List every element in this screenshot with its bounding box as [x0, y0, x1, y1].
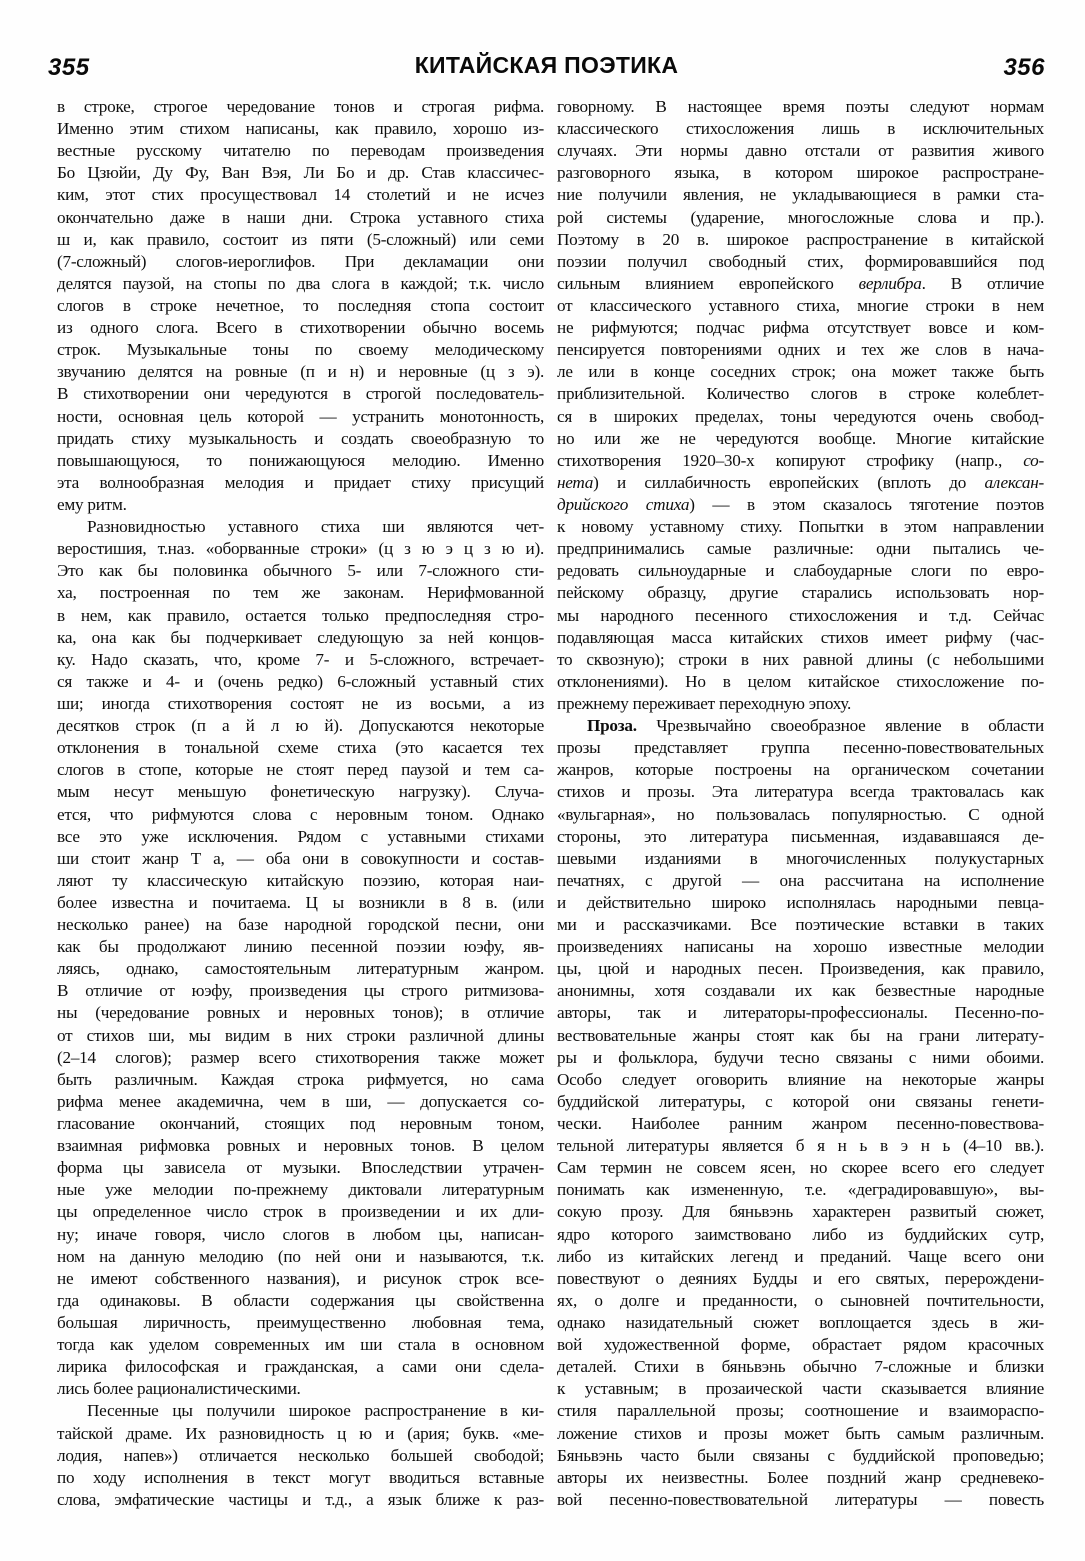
text-line: авторы, так и литераторы-профессионалы. Песенно-по- [557, 1003, 1044, 1023]
text-line: повышающуюся, то понижающуюся мелодию. Именно [57, 450, 544, 470]
text-line: ется, что рифмуются слова с неровным тоном. Однако [57, 804, 544, 824]
text-line: повествуют о деяниях Будды и его святых, перерождени- [557, 1268, 1044, 1288]
text-line [557, 494, 1044, 516]
text-line: ха, построенная по тем же законам. Нерифмованной [57, 583, 544, 603]
text-line: (7-сложный) слогов-иероглифов. При декламации они [57, 251, 544, 271]
text-line: ну; иначе говоря, число слогов в любом цы, написан- [57, 1224, 544, 1244]
text-line: гласование окончаний, стоящих под неровным тоном, [57, 1114, 544, 1134]
text-line: ности, основная цель которой — устранить монотонность, [57, 406, 544, 426]
text-line: Именно этим стихом написаны, как правило, хорошо из- [57, 119, 544, 139]
text-line: ном на данную мелодию (по ней они и называются, т.к. [57, 1246, 544, 1266]
text-line: вествовательные жанры стоят как бы на грани литерату- [557, 1025, 1044, 1045]
text-line: буддийской литературы, с которой они связаны генети- [557, 1091, 1044, 1111]
text-columns [57, 96, 1044, 1511]
plain-text: сильным влиянием европейского [557, 273, 859, 293]
text-line: то сквозную); строки в них равной длины (с небольшими [557, 649, 1044, 669]
text-line: однако назидательный сюжет воплощается здесь в жи- [557, 1313, 1044, 1333]
italic-text: верлибра [858, 273, 922, 293]
text-line: гда одинаковы. В области содержания цы свойственна [57, 1290, 544, 1310]
page-title: КИТАЙСКАЯ ПОЭТИКА [414, 52, 679, 78]
text-line: чески. Наиболее ранним жанром песенно-повествова- [557, 1114, 1044, 1134]
text-line: Разновидностью уставного стиха ши являются чет- [87, 517, 544, 537]
text-line: подавляющая масса китайских стихов имеет рифму (час- [557, 627, 1044, 647]
text-line: не рифмуются; подчас рифма отсутствует вовсе и ком- [557, 318, 1044, 338]
text-line: лись более рационалистическими. [57, 1379, 301, 1399]
text-line: мы народного песенного стихосложения и т.д. Сейчас [557, 605, 1044, 625]
text-line: В стихотворении они чередуются в строгой последователь- [57, 384, 544, 404]
text-line: авторы их неизвестны. Более поздний жанр средневеко- [557, 1467, 1044, 1487]
text-line: произведениях написаны на хорошо известные мелодии [557, 937, 1044, 957]
text-line: ши; иногда стихотворения состоят не из восьми, а из [57, 693, 544, 713]
italic-text: нета [557, 472, 594, 492]
text-line: говорному. В настоящее время поэты следуют нормам [557, 97, 1044, 116]
text-line: «вульгарная», но пользовалась популярностью. С одной [557, 804, 1044, 824]
text-line: понимать как измененную, т.е. «деградировавшую», вы- [557, 1180, 1044, 1200]
text-line: поэзии получил свободный стих, формировавшийся под [557, 251, 1044, 271]
text-line: цы, цюй и народных песен. Произведения, как правило, [557, 959, 1044, 979]
italic-text: со- [1023, 450, 1044, 470]
text-line: (2–14 слогов); размер всего стихотворения также может [57, 1047, 544, 1067]
text-line: сокую прозу. Для бяньвэнь характерен развитый сюжет, [557, 1202, 1044, 1222]
text-line: рифма менее академична, чем в ши, — допускается со- [57, 1091, 544, 1111]
text-line: взаимная рифмовка ровных и неровных тонов. В целом [57, 1136, 544, 1156]
text-line: Бяньвэнь часто были связаны с буддийской проповедью; [557, 1445, 1044, 1465]
text-line: ка, она как бы подчеркивает следующую за ней концов- [57, 627, 544, 647]
text-line: от стихов ши, мы видим в них строки различной длины [57, 1025, 544, 1045]
text-line: разговорного языка, в котором широкое распростране- [557, 163, 1044, 183]
page-number-right: 356 [1003, 54, 1045, 81]
right-column [557, 96, 1044, 1511]
text-line: эта волнообразная мелодия и придает стиху присущий [57, 472, 544, 492]
text-line: и действительно широко исполнялась народными певца- [557, 892, 1044, 912]
text-line: классического стихосложения лишь в исключительных [557, 119, 1044, 139]
text-line: ся также и 4- и (очень редко) 6-сложный уставный стих [57, 671, 544, 691]
text-line: форма цы зависела от музыки. Впоследствии утрачен- [57, 1158, 544, 1178]
text-line: быть различным. Каждая строка рифмуется, но сама [57, 1069, 544, 1089]
text-line: шевыми изданиями в многочисленных полукустарных [557, 848, 1044, 868]
text-line: к уставным; в прозаической части сказывается влияние [557, 1379, 1044, 1399]
text-line: слова, эмфатические частицы и т.д., а язык ближе к раз- [57, 1489, 544, 1509]
text-line: деталей. Стихи в бяньвэнь обычно 7-сложные и близки [557, 1357, 1044, 1377]
plain-text: Чрезвычайно своеобразное явление в области [636, 716, 1044, 736]
text-line: тайской драме. Их разновидность ц ю и (ария; букв. «ме- [57, 1423, 544, 1443]
text-line: вой песенно-повествовательной литературы — повесть [557, 1489, 1044, 1509]
text-line: редовать сильноударные и слабоударные слоги по евро- [557, 561, 1044, 581]
text-line: ях, о долге и преданности, о сыновней почтительности, [557, 1290, 1044, 1310]
text-line: ны (чередование ровных и неровных тонов); в отличие [57, 1003, 544, 1023]
text-line: ся в широких пределах, тоны чередуются очень свобод- [557, 406, 1044, 426]
text-line: звучанию делятся на ровные (п и н) и неровные (ц з э). [57, 362, 544, 382]
text-line: слогов в стопе, которые не стоят перед паузой и тем са- [57, 760, 544, 780]
text-line [557, 450, 1044, 472]
text-line: делятся паузой, на стопы по два слога в каждой; т.к. число [57, 273, 544, 293]
text-line: пенсируется повторениями одних и тех же слов в нача- [557, 340, 1044, 360]
text-line [557, 472, 1044, 494]
text-line: лодия, напев») отличается несколько большей свободой; [57, 1445, 544, 1465]
text-line: тельной литературы является б я н ь в э н ь (4–10 вв.). [557, 1136, 1044, 1156]
text-line: Это как бы половинка обычного 5- или 7-сложного сти- [57, 561, 544, 581]
plain-text: ) и силлабичность европейских (вплоть до [593, 472, 985, 492]
plain-text: . В отличие [921, 273, 1044, 293]
text-line: прежнему переживает переходную эпоху. [557, 693, 852, 713]
text-line: ные уже мелодии по-прежнему диктовали литературным [57, 1180, 544, 1200]
text-line: ле или в конце соседних строк; она может также быть [557, 362, 1044, 382]
text-line: более известна и почитаема. Ц ы возникли в 8 в. (или [57, 892, 544, 912]
text-line: окончательно даже в наши дни. Строка уставного стиха [57, 207, 544, 227]
text-line: отклонениями). Но в целом китайское стихосложение по- [557, 671, 1044, 691]
text-line: в нем, как правило, остается только предпоследняя стро- [57, 605, 544, 625]
text-line: Песенные цы получили широкое распространение в ки- [87, 1401, 544, 1421]
text-line: ми и рассказчиками. Все поэтические вставки в таких [557, 915, 1044, 935]
text-line: прозы представляет группа песенно-повествовательных [557, 738, 1044, 758]
italic-text: алексан- [984, 472, 1044, 492]
text-line: стиля параллельной прозы; соотношение и взаимораспо- [557, 1401, 1044, 1421]
text-line: все это уже исключения. Рядом с уставными стихами [57, 826, 544, 846]
text-line: анонимны, хотя создавали их как безвестные народные [557, 981, 1044, 1001]
text-line: жанров, которые построены на органическом сочетании [557, 760, 1044, 780]
left-column [57, 96, 544, 1511]
text-line: придать стиху музыкальность и создать своеобразную то [57, 428, 544, 448]
text-line [557, 273, 1044, 295]
text-line: большая лиричность, преимущественно любовная тема, [57, 1313, 544, 1333]
page-header [48, 52, 1045, 88]
text-line: ши стоит жанр Т а, — оба они в совокупности и состав- [57, 848, 544, 868]
text-line: Поэтому в 20 в. широкое распространение в китайской [557, 229, 1044, 249]
text-line: Бо Цзюйи, Ду Фу, Ван Вэя, Ли Бо и др. Став классичес- [57, 163, 544, 183]
page-number-left: 355 [48, 54, 90, 81]
text-line: в строке, строгое чередование тонов и строгая рифма. [57, 97, 544, 116]
text-line: мым несут меньшую фонетическую нагрузку). Случа- [57, 782, 544, 802]
text-line: несколько ранее) на базе народной городской песни, они [57, 915, 544, 935]
plain-text: стихотворения 1920–30-х копируют строфику (напр., [557, 450, 1024, 470]
text-line: ляясь, однако, самостоятельным литературным жанром. [57, 959, 544, 979]
text-line [557, 715, 1044, 737]
text-line: стороны, это литература письменная, издававшаяся де- [557, 826, 1044, 846]
text-line: к новому уставному стиху. Попытки в этом направлении [557, 517, 1044, 537]
text-line: вестные русскому читателю по переводам произведения [57, 141, 544, 161]
text-line: ложение стихов и прозы может быть самым различным. [557, 1423, 1044, 1443]
bold-text: Проза. [587, 716, 637, 736]
text-line: от классического уставного стиха, многие строки в нем [557, 295, 1044, 315]
text-line: В отличие от юэфу, произведения цы строго ритмизова- [57, 981, 544, 1001]
text-line: случаях. Эти нормы давно отстали от развития живого [557, 141, 1044, 161]
text-line: предпринимались самые различные: одни пытались че- [557, 539, 1044, 559]
text-line: печатнях, с другой — она рассчитана на исполнение [557, 870, 1044, 890]
text-line: десятков строк (п а й л ю й). Допускаются некоторые [57, 716, 544, 736]
text-line: веростишия, т.наз. «оборванные строки» (ц з ю э ц з ю и). [57, 539, 544, 559]
text-line: Сам термин не совсем ясен, но скорее всего его следует [557, 1158, 1044, 1178]
text-line: ры и фольклора, будучи тесно связаны с ними обоими. [557, 1047, 1044, 1067]
text-line: ядро которого заимствовано либо из буддийских сутр, [557, 1224, 1044, 1244]
italic-text: дрийского стиха [557, 494, 690, 514]
text-line: ким, этот стих просуществовал 14 столетий и не исчез [57, 185, 544, 205]
text-line: приблизительной. Количество слогов в строке колеблет- [557, 384, 1044, 404]
text-line: но или же не чередуются вообще. Многие китайские [557, 428, 1044, 448]
text-line: ку. Надо сказать, что, кроме 7- и 5-сложного, встречает- [57, 649, 544, 669]
text-line: ляют ту классическую китайскую поэзию, которая наи- [57, 870, 544, 890]
text-line: ему ритм. [57, 494, 127, 514]
text-line: ш и, как правило, состоит из пяти (5-сложный) или семи [57, 229, 544, 249]
text-line: как бы продолжают линию песенной поэзии юэфу, яв- [57, 937, 544, 957]
text-line: не имеют собственного названия), и рисунок строк все- [57, 1268, 544, 1288]
text-line: Особо следует оговорить влияние на некоторые жанры [557, 1069, 1044, 1089]
text-line: по ходу исполнения в текст могут вводиться вставные [57, 1467, 544, 1487]
text-line: ние получили явления, не укладывающиеся в рамки ста- [557, 185, 1044, 205]
text-line: слогов в строке нечетное, то последняя стопа состоит [57, 295, 544, 315]
text-line: пейскому образцу, другие старались использовать нор- [557, 583, 1044, 603]
text-line: рой системы (ударение, многосложные слова и пр.). [557, 207, 1044, 227]
text-line: либо из китайских легенд и преданий. Чаще всего они [557, 1246, 1044, 1266]
text-line: лирика философская и гражданская, а сами они сдела- [57, 1357, 544, 1377]
text-line: из одного слога. Всего в стихотворении обычно восемь [57, 318, 544, 338]
text-line: стихов и прозы. Эта литература всегда трактовалась как [557, 782, 1044, 802]
text-line: вой художественной форме, обрастает рядом красочных [557, 1335, 1044, 1355]
text-line: строк. Музыкальные тоны по своему мелодическому [57, 340, 544, 360]
text-line: отклонения в тональной схеме стиха (это касается тех [57, 738, 544, 758]
text-line: цы определенное число строк в произведении и их дли- [57, 1202, 544, 1222]
plain-text: ) — в этом сказалось тяготение поэтов [689, 494, 1044, 514]
text-line: тогда как уделом современных им ши стала в основном [57, 1335, 544, 1355]
